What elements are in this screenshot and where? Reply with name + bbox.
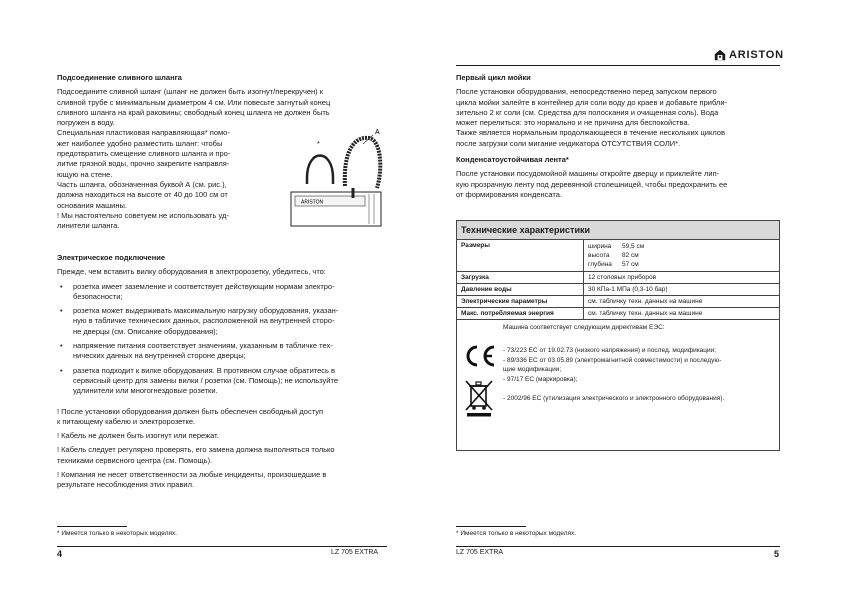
bullet-4-line-1: разетка подходит к вилке оборудования. В противном случае обратитесь в <box>73 365 336 375</box>
electric-bullet-1 <box>57 282 397 303</box>
directives-cell <box>457 320 780 451</box>
bullet-3-line-2: нических данных на внутренней стороне дверцы; <box>73 351 246 361</box>
guide-line-1: Специальная пластиковая направляющая* помо- <box>57 128 230 138</box>
bullet-dot: • <box>60 306 63 316</box>
bottom-rule <box>57 546 387 547</box>
first-cycle-line-5: Также является нормальным продолжающееся в течение нескольких циклов <box>456 128 725 138</box>
drain-hose-figure <box>289 128 385 230</box>
bottom-rule <box>456 546 780 547</box>
figure-label-a: A <box>375 129 380 136</box>
dimensions-values <box>584 240 780 272</box>
first-cycle-line-3: зительно 2 кг соли (см. Средства для полоскания и очищенная соль). Вода <box>456 107 719 117</box>
condensation-heading: Конденсатоустойчивая лента* <box>456 155 569 165</box>
warning-2: ! Кабель не должен быть изогнут или пережат. <box>57 431 219 441</box>
drain-line-3: сливного шланга на край раковины; свободный конец шланга не должен быть <box>57 107 330 117</box>
directives-intro: Машина соответствует следующим директивам ЕЭС: <box>503 324 665 331</box>
bullet-dot: • <box>60 281 63 291</box>
directive-2-cont: щие модификации; <box>503 366 562 373</box>
bullet-2-line-1: розетка может выдерживать максимальную нагрузку оборудования, указан- <box>73 306 339 316</box>
guide-line-5: ющую на стене. <box>57 169 113 179</box>
first-cycle-heading: Первый цикл мойки <box>456 73 531 82</box>
warning-1-line-2: к питающему кабелю и электророзетке. <box>57 416 196 426</box>
guide-line-10: линители шланга. <box>57 221 120 231</box>
directive-1: - 73/223 ЕС от 19.02.73 (низкого напряжения) и послед. модификации; <box>503 347 717 354</box>
bullet-4-line-3: удлинители или многогнездовые розетки. <box>73 386 218 396</box>
directive-spacer <box>503 384 724 394</box>
electric-heading: Электрическое подключение <box>57 253 166 262</box>
first-cycle-line-1: После установки оборудования, непосредственно перед запуском первого <box>456 87 717 97</box>
specs-title: Технические характеристики <box>457 221 780 240</box>
figure-label-star: * <box>317 141 320 148</box>
dim-name: высота <box>588 252 610 259</box>
directive-2: - 89/336 ЕС от 03.05.89 (электромагнитной совместимости) и последую- <box>503 356 722 364</box>
dim-value: 59,5 см <box>622 243 645 250</box>
directive-3: - 97/17 ЕС (маркировка); <box>503 375 578 383</box>
model-name: LZ 705 EXTRA <box>456 549 504 556</box>
spec-label: Давление воды <box>457 284 584 296</box>
brand-name: ARISTON <box>729 49 784 61</box>
first-cycle-line-6: после загрузки соли мигание индикатора ОТСУТСТВИЯ СОЛИ*. <box>456 138 681 148</box>
electric-section <box>57 253 397 491</box>
directive-4: - 2002/96 ЕС (утилизация электрического и электронного оборудования). <box>503 394 725 402</box>
dimensions-label: Размеры <box>457 240 584 272</box>
house-icon <box>714 49 726 61</box>
bullet-2-line-2: ную в табличке технических данных, расположенной на внутренней сторо- <box>73 316 335 326</box>
condensation-line-3: от формирования конденсата. <box>456 189 563 199</box>
electric-bullet-2 <box>57 306 397 337</box>
guide-line-4: литие грязной воды, прочно закрепите направля- <box>57 159 230 169</box>
page-number: 4 <box>57 549 63 559</box>
footnote-rule <box>456 526 526 527</box>
bullet-4-line-2: сервисный центр для замены вилки / розетки (см. Помощь); не используйте <box>73 375 338 385</box>
spec-value: 12 столовых приборов <box>584 272 780 284</box>
drain-line-1: Подсоедините сливной шланг (шланг не должен быть изогнут/перекручен) к <box>57 87 324 97</box>
page-number: 5 <box>774 549 780 559</box>
spec-label: Электрические параметры <box>457 296 584 308</box>
dim-value: 57 см <box>622 261 639 268</box>
spec-value: см. табличку техн. данных на машине <box>584 308 780 320</box>
bullet-1-line-1: розетка имеет заземление и соответствует действующим нормам электро- <box>73 281 335 291</box>
condensation-line-2: кую прозрачную ленту под деревянной столешницей, чтобы предохранить ее <box>456 179 728 189</box>
guide-line-7: должна находиться на высоте от 40 до 100 см от <box>57 190 228 200</box>
left-page <box>0 0 420 595</box>
weee-bin-icon <box>464 379 494 417</box>
warning-1-line-1: ! После установки оборудования должен быть обеспечен свободный доступ <box>57 406 324 416</box>
condensation-line-1: После установки посудомойной машины откройте дверцу и приклейте лип- <box>456 169 720 179</box>
bullet-2-line-3: не дверцы (см. Описание оборудования); <box>73 326 218 336</box>
warning-4-line-2: результате несоблюдения этих правил. <box>57 480 195 490</box>
first-cycle-line-4: может перелиться: это нормально и не причина для беспокойства. <box>456 118 690 128</box>
bullet-1-line-2: безопасности; <box>73 291 123 301</box>
footnote-rule <box>57 526 127 527</box>
spec-label: Загрузка <box>457 272 584 284</box>
figure-panel-text: ARISTON <box>301 199 324 206</box>
bullet-dot: • <box>60 365 63 375</box>
footnote: * Имеется только в некоторых моделях. <box>456 530 577 537</box>
spec-value: 30 КПа-1 МПа (0,3-10 бар) <box>584 284 780 296</box>
spec-label: Макс. потребляемая энергия <box>457 308 584 320</box>
header-rule <box>456 65 780 66</box>
guide-line-6: Часть шланга, обозначенная буквой А (см. рис.), <box>57 179 227 189</box>
dim-name: ширина <box>588 243 612 250</box>
bullet-dot: • <box>60 341 63 351</box>
first-cycle-section <box>456 73 786 200</box>
guide-line-2: жет наиболее удобно разместить шланг: чтобы <box>57 138 223 148</box>
directives-list <box>503 346 724 403</box>
footnote: * Имеется только в некоторых моделях. <box>57 530 178 537</box>
dim-value: 82 см <box>622 252 639 259</box>
electric-bullet-4 <box>57 366 397 397</box>
electric-bullet-3 <box>57 341 397 362</box>
warning-3-line-1: ! Кабель следует регулярно проверять, его замена должна выполняться только <box>57 445 335 455</box>
drain-line-4: погружен в воду. <box>57 118 115 128</box>
first-cycle-line-2: цикла мойки залейте в контейнер для соли воду до краев и добавьте прибли- <box>456 97 727 107</box>
brand-logo <box>714 49 784 61</box>
specs-table <box>456 220 780 451</box>
dim-name: глубина <box>588 261 612 268</box>
drain-heading: Подсоединение сливного шланга <box>57 73 182 82</box>
drain-line-2: сливной трубе с минимальным диаметром 4 см. Или повесьте загнутый конец <box>57 97 331 107</box>
guide-line-3: предотвратить смещение сливного шланга и про- <box>57 149 231 159</box>
ce-mark-icon <box>463 344 497 368</box>
spec-value: см. табличку техн. данных на машине <box>584 296 780 308</box>
electric-intro: Прежде, чем вставить вилку оборудования в электророзетку, убедитесь, что: <box>57 267 326 277</box>
guide-line-9: ! Мы настоятельно советуем не использовать уд- <box>57 210 229 220</box>
guide-line-8: основания машины. <box>57 200 127 210</box>
model-name: LZ 705 EXTRA <box>331 549 379 556</box>
warning-4-line-1: ! Компания не несет ответственности за любые инциденты, произошедшие в <box>57 470 327 480</box>
bullet-3-line-1: напряжение питания соответствует значениям, указанным в табличке тех- <box>73 341 333 351</box>
warning-3-line-2: техниками сервисного центра (см. Помощь). <box>57 455 213 465</box>
